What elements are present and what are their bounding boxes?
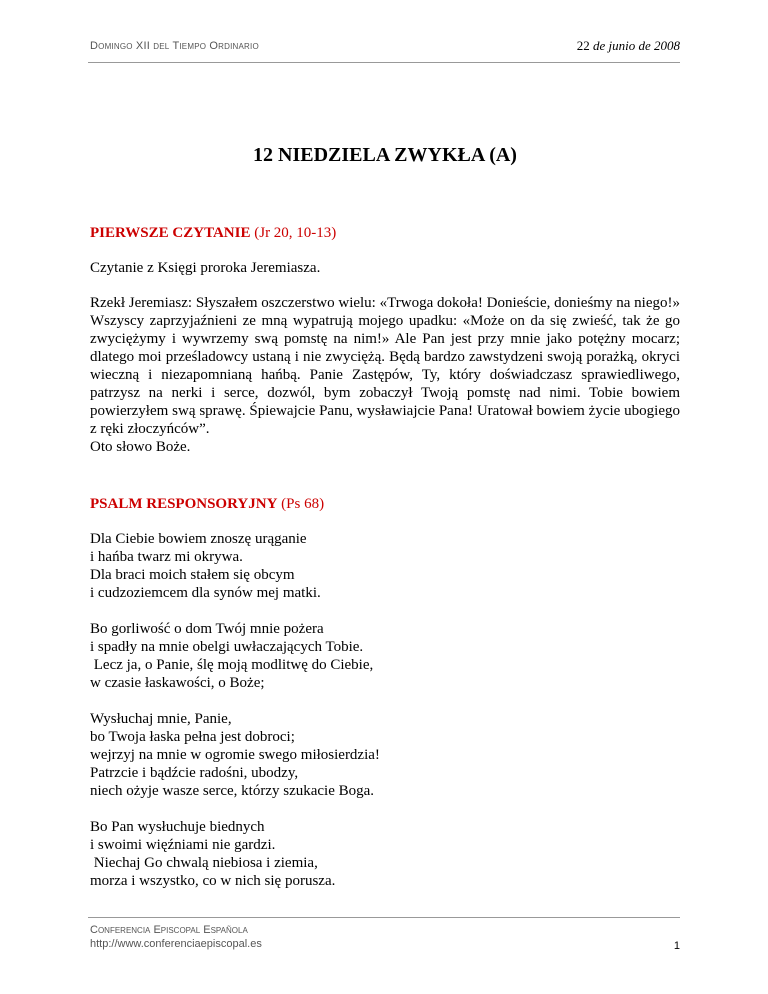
psalm-verse: w czasie łaskawości, o Boże; bbox=[90, 675, 265, 691]
psalm-reference: (Ps 68) bbox=[281, 496, 325, 512]
psalm-verse: i swoimi więźniami nie gardzi. bbox=[90, 837, 276, 853]
psalm-verse: i spadły na mnie obelgi uwłaczających Tobie. bbox=[90, 639, 364, 655]
first-reading-reference: (Jr 20, 10-13) bbox=[254, 225, 337, 241]
psalm-verse: bo Twoja łaska pełna jest dobroci; bbox=[90, 729, 295, 745]
page-number: 1 bbox=[673, 940, 680, 952]
psalm-verse: Niechaj Go chwalą niebiosa i ziemia, bbox=[90, 855, 318, 871]
psalm-verse: i hańba twarz mi okrywa. bbox=[90, 549, 243, 565]
header-divider bbox=[88, 62, 680, 63]
footer-divider bbox=[88, 917, 680, 918]
first-reading-label: PIERWSZE CZYTANIE bbox=[90, 225, 251, 241]
psalm-stanza bbox=[90, 530, 680, 602]
date-number: 22 bbox=[576, 38, 590, 53]
psalm-verse: niech ożyje wasze serce, którzy szukacie Boga. bbox=[90, 783, 375, 799]
psalm-verse: Dla braci moich stałem się obcym bbox=[90, 567, 295, 583]
psalm-verse: Bo gorliwość o dom Twój mnie pożera bbox=[90, 621, 324, 637]
psalm-verse: Lecz ja, o Panie, ślę moją modlitwę do Ciebie, bbox=[90, 657, 374, 673]
psalm-verse: i cudzoziemcem dla synów mej matki. bbox=[90, 585, 321, 601]
running-header-title: Domingo XII del Tiempo Ordinario bbox=[90, 40, 259, 52]
psalm-stanza bbox=[90, 710, 680, 800]
first-reading-intro: Czytanie z Księgi proroka Jeremiasza. bbox=[90, 260, 321, 276]
page-title: 12 NIEDZIELA ZWYKŁA (A) bbox=[253, 144, 517, 166]
document-body bbox=[90, 135, 680, 890]
running-header-date bbox=[577, 38, 680, 54]
date-text: de junio de 2008 bbox=[592, 38, 680, 53]
first-reading-closing: Oto słowo Boże. bbox=[90, 439, 191, 455]
first-reading-heading bbox=[90, 224, 680, 242]
first-reading-text: Rzekł Jeremiasz: Słyszałem oszczerstwo wielu: «Trwoga dokoła! Donieście, donieśmy na niego!» Wszyscy zaprzyjaźnieni ze mną wypatrują mojego upadku: «Może on da się zwieść, tak że go zwyciężymy i wywrzemy swą pomstę na nim!» Ale Pan jest przy mnie jako potężny mocarz; dlatego moi prześladowcy ustaną i nie zwyciężą. Będą bardzo zawstydzeni swoją porażką, okryci wieczną i niezapomnianą hańbą. Panie Zastępów, Ty, który doświadczasz sprawiedliwego, patrzysz na nerki i serce, dozwól, bym zobaczył Twoją pomstę nad nimi. Tobie bowiem powierzyłem swą sprawę. Śpiewajcie Panu, wysławiajcie Pana! Uratował bowiem życie ubogiego z ręki złoczyńców”. bbox=[90, 295, 680, 437]
psalm-verse: Bo Pan wysłuchuje biednych bbox=[90, 819, 265, 835]
psalm-verse: morza i wszystko, co w nich się porusza. bbox=[90, 873, 336, 889]
psalm-stanza bbox=[90, 620, 680, 692]
psalm-verse: wejrzyj na mnie w ogromie swego miłosierdzia! bbox=[90, 747, 380, 763]
footer-organization: Conferencia Episcopal Española bbox=[90, 924, 248, 936]
psalm-stanza bbox=[90, 818, 680, 890]
psalm-label: PSALM RESPONSORYJNY bbox=[90, 496, 278, 512]
psalm-verse: Patrzcie i bądźcie radośni, ubodzy, bbox=[90, 765, 299, 781]
psalm-verse: Wysłuchaj mnie, Panie, bbox=[90, 711, 232, 727]
psalm-heading bbox=[90, 495, 680, 513]
psalm-verse: Dla Ciebie bowiem znoszę urąganie bbox=[90, 531, 307, 547]
footer-url: http://www.conferenciaepiscopal.es bbox=[90, 938, 262, 950]
